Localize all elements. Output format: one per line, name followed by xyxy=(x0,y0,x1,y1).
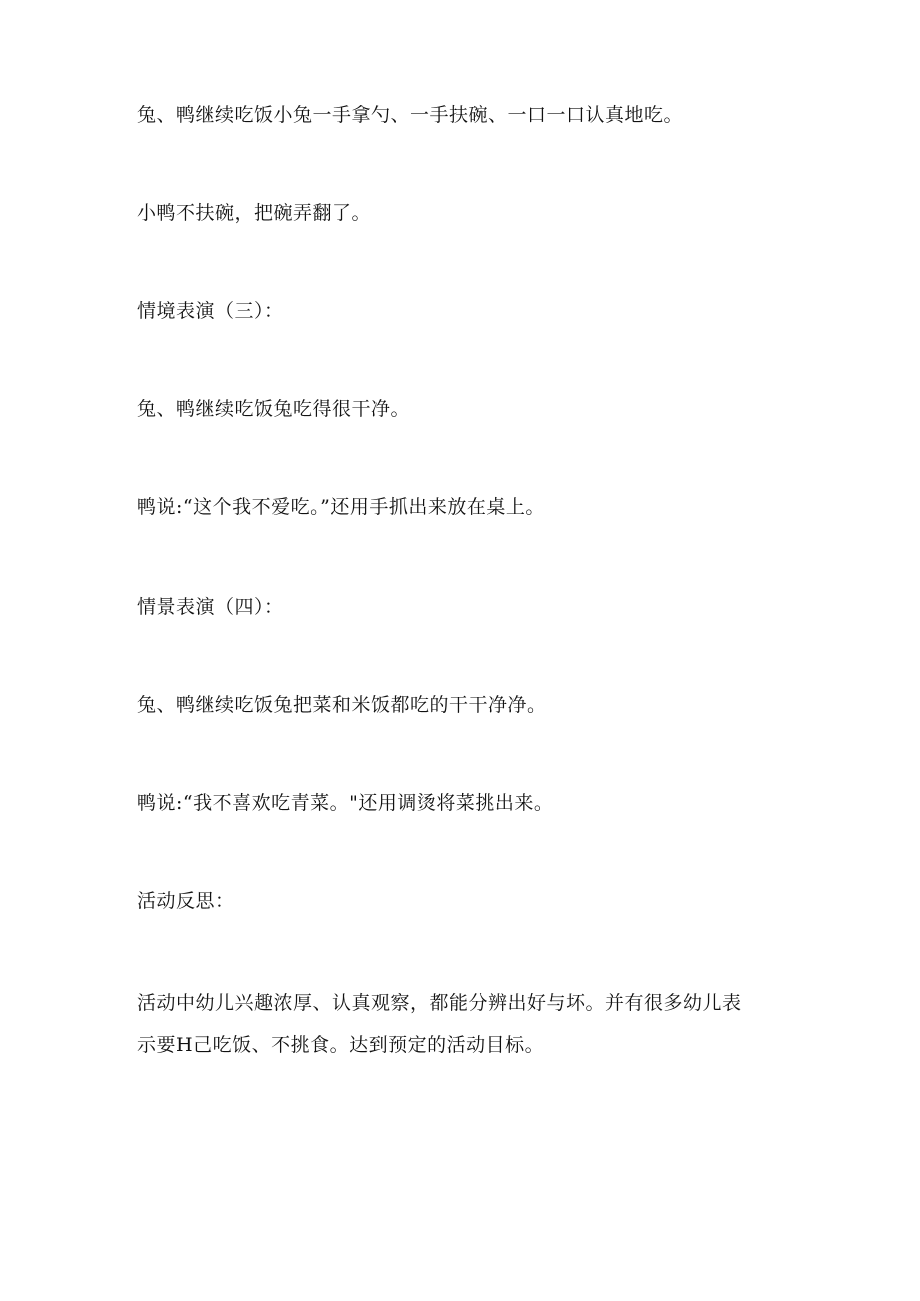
paragraph-rabbit-eating: 兔、鸭继续吃饭小兔一手拿勺、一手扶碗、一口一口认真地吃。 xyxy=(137,104,684,126)
paragraph-duck-vegetables: 鸭说:“我不喜欢吃青菜。"还用调烫将菜挑出来。 xyxy=(137,792,554,814)
heading-scene-three: 情境表演（三）： xyxy=(137,300,284,322)
paragraph-duck-bowl: 小鸭不扶碗，把碗弄翻了。 xyxy=(137,202,372,224)
heading-scene-four: 情景表演（四）： xyxy=(137,596,284,618)
heading-reflection: 活动反思： xyxy=(137,890,235,912)
paragraph-duck-dislike: 鸭说:“这个我不爱吃。”还用手抓出来放在桌上。 xyxy=(137,496,545,518)
paragraph-rabbit-finished: 兔、鸭继续吃饭兔把菜和米饭都吃的干干净净。 xyxy=(137,694,547,716)
paragraph-reflection-body: 活动中幼儿兴趣浓厚、认真观察，都能分辨出好与坏。并有很多幼儿表示要H己吃饭、不挑食。达到预定的活动目标。 xyxy=(137,992,742,1056)
paragraph-rabbit-clean: 兔、鸭继续吃饭兔吃得很干净。 xyxy=(137,398,411,420)
